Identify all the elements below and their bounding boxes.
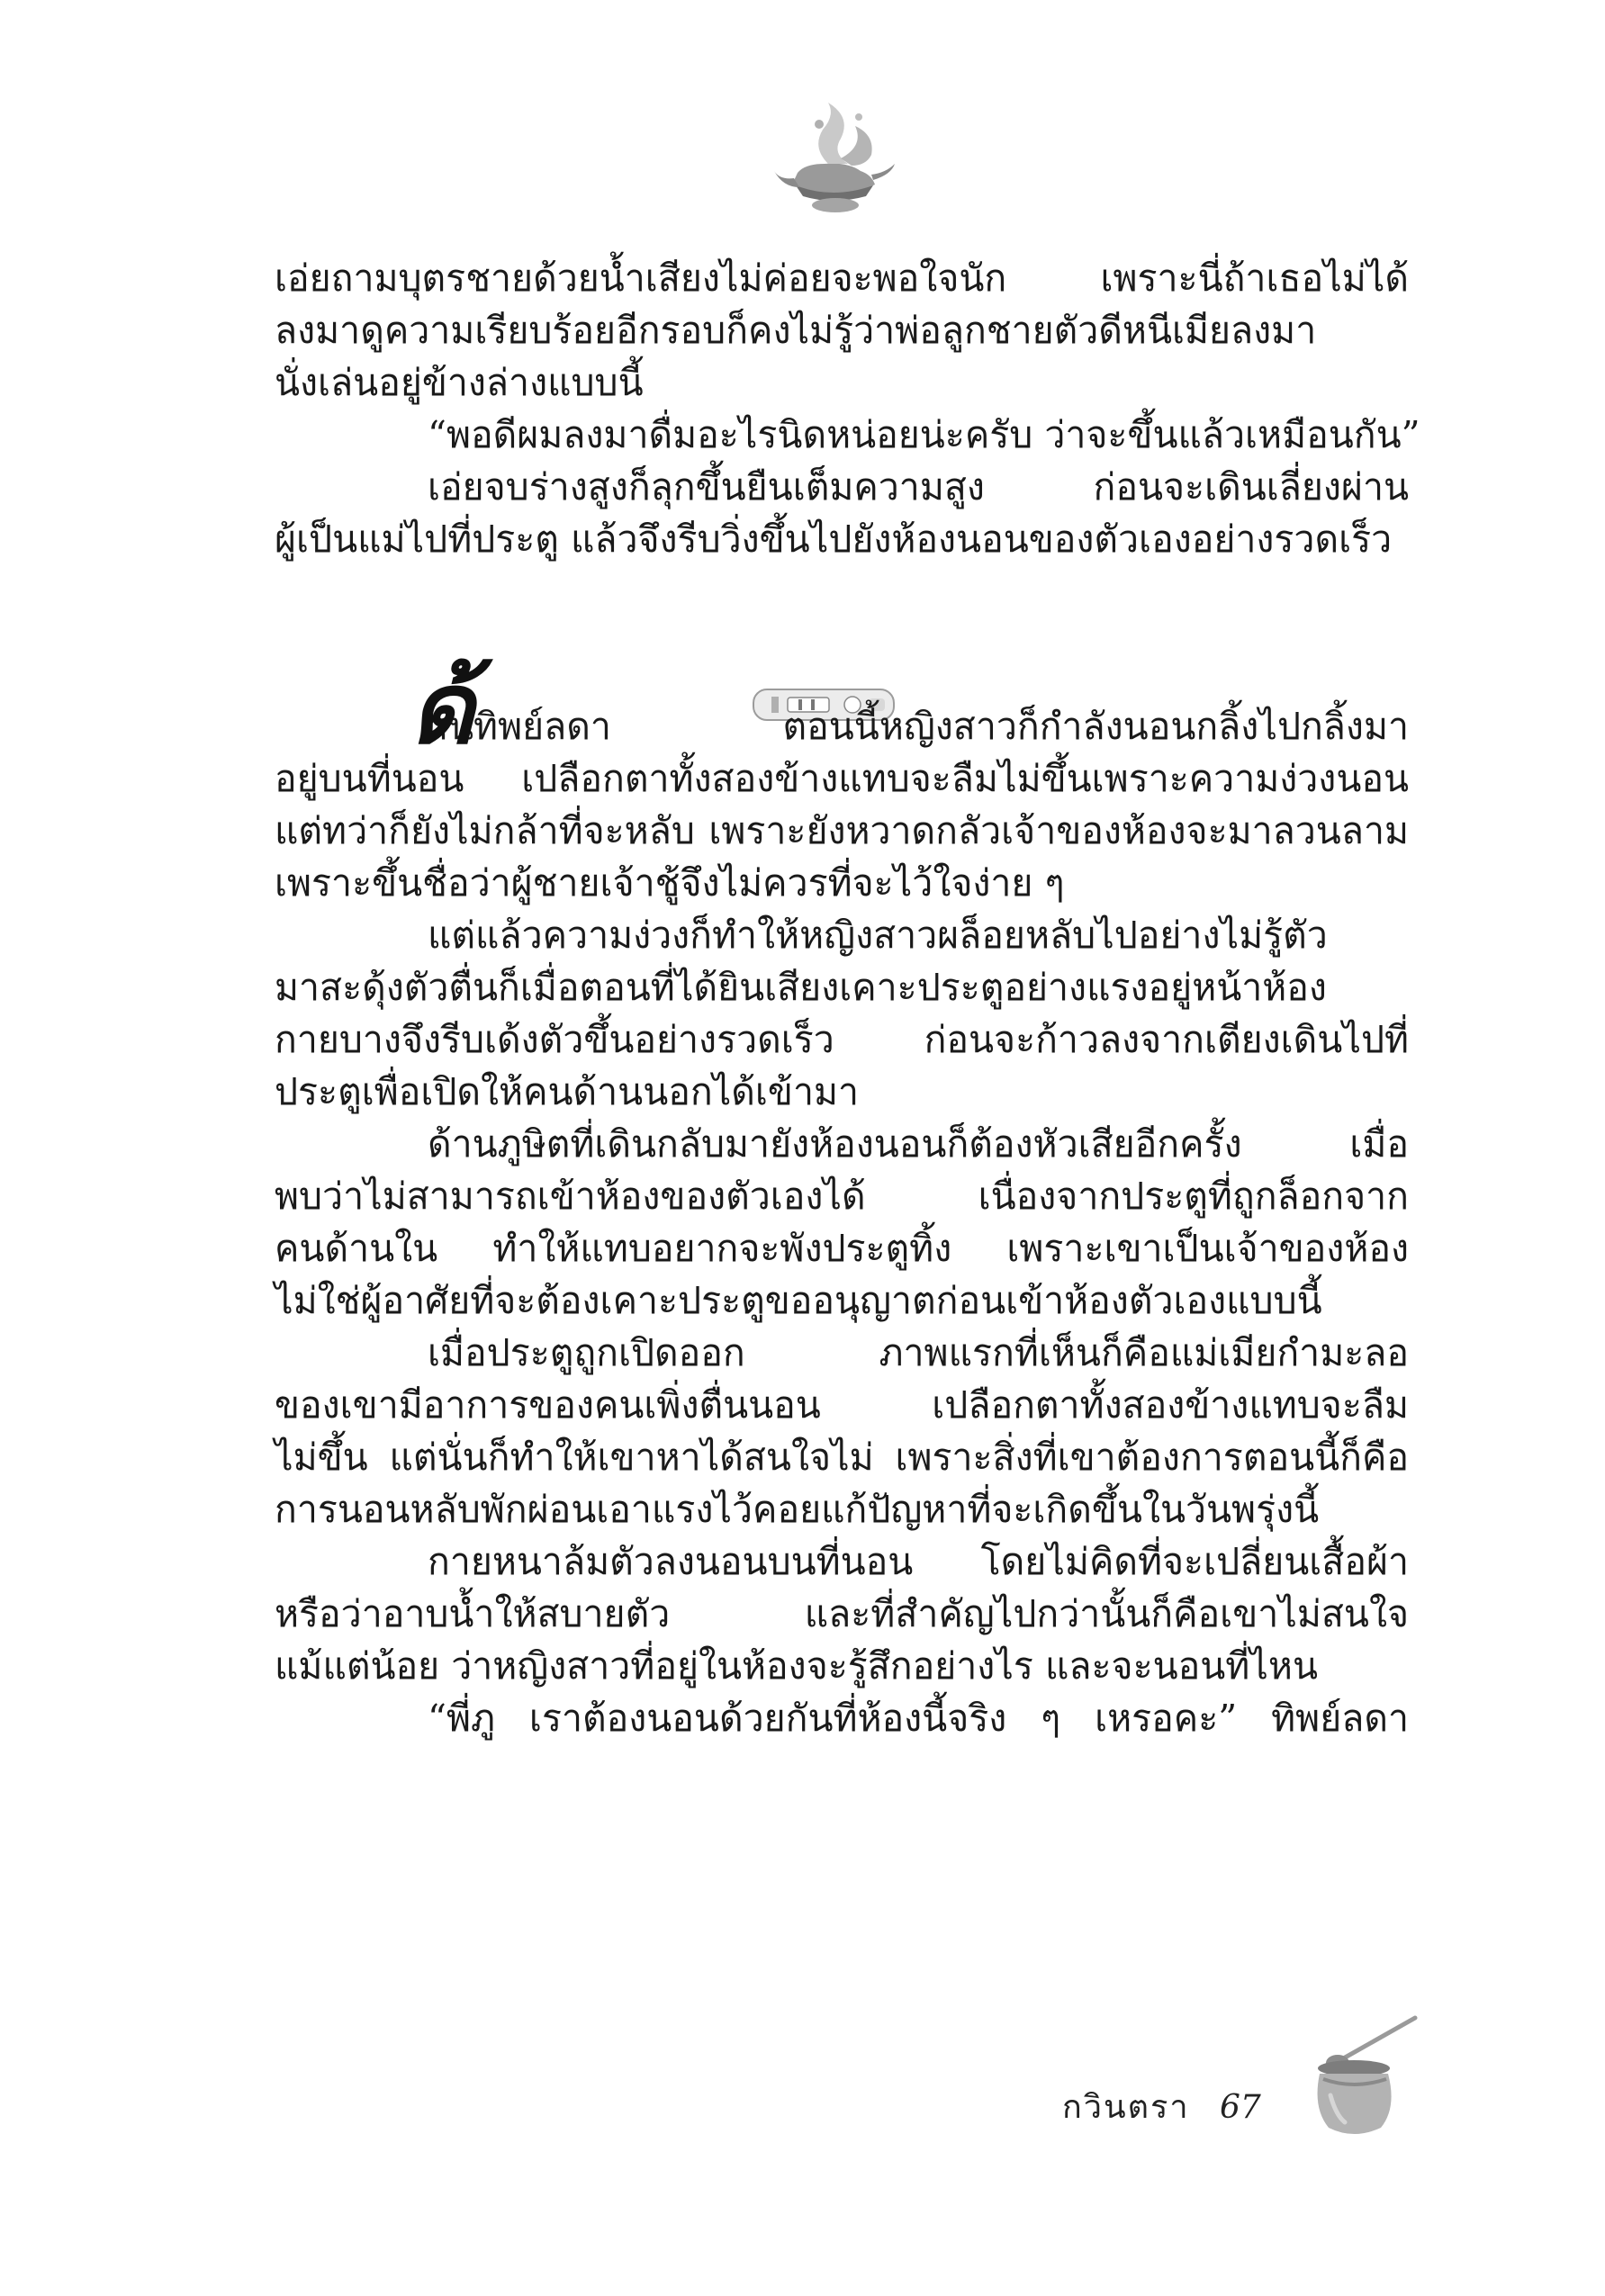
honey-pot-icon <box>1296 2009 1422 2144</box>
page-footer <box>1062 2081 1261 2132</box>
body-line: กายบางจึงรีบเด้งตัวขึ้นอย่างรวดเร็ว ก่อนจะก้าวลงจากเตียงเดินไปที่ <box>275 1018 1409 1061</box>
body-line: ผู้เป็นแม่ไปที่ประตู แล้วจึงรีบวิ่งขึ้นไปยังห้องนอนของตัวเองอย่างรวดเร็ว <box>275 518 1393 561</box>
body-line: คนด้านใน ทำให้แทบอยากจะพังประตูทิ้ง เพราะเขาเป็นเจ้าของห้อง <box>275 1227 1409 1270</box>
body-line: ประตูเพื่อเปิดให้คนด้านนอกได้เข้ามา <box>275 1070 860 1113</box>
body-line: การนอนหลับพักผ่อนเอาแรงไว้คอยแก้ปัญหาที่จะเกิดขึ้นในวันพรุ่งนี้ <box>275 1488 1320 1531</box>
body-line <box>275 650 1409 766</box>
body-line: หรือว่าอาบน้ำให้สบายตัว และที่สำคัญไปกว่านั้นก็คือเขาไม่สนใจ <box>275 1592 1409 1635</box>
body-line: ไม่ใช่ผู้อาศัยที่จะต้องเคาะประตูขออนุญาตก่อนเข้าห้องตัวเองแบบนี้ <box>275 1279 1322 1322</box>
body-line: พบว่าไม่สามารถเข้าห้องของตัวเองได้ เนื่องจากประตูที่ถูกล็อกจาก <box>275 1175 1409 1218</box>
body-line: เมื่อประตูถูกเปิดออก ภาพแรกที่เห็นก็คือแม่เมียกำมะลอ <box>428 1331 1409 1374</box>
body-line: ด้านภูษิตที่เดินกลับมายังห้องนอนก็ต้องหัวเสียอีกครั้ง เมื่อ <box>428 1122 1409 1166</box>
body-line: อยู่บนที่นอน เปลือกตาทั้งสองข้างแทบจะลืมไม่ขึ้นเพราะความง่วงนอน <box>275 757 1409 800</box>
body-line: กายหนาล้มตัวลงนอนบนที่นอน โดยไม่คิดที่จะเปลี่ยนเสื้อผ้า <box>428 1540 1409 1583</box>
body-line: มาสะดุ้งตัวตื่นก็เมื่อตอนที่ได้ยินเสียงเคาะประตูอย่างแรงอยู่หน้าห้อง <box>275 966 1327 1009</box>
body-line: แต่ทว่าก็ยังไม่กล้าที่จะหลับ เพราะยังหวาดกลัวเจ้าของห้องจะมาลวนลาม <box>275 809 1409 852</box>
body-line: ไม่ขึ้น แต่นั่นก็ทำให้เขาหาได้สนใจไม่ เพราะสิ่งที่เขาต้องการตอนนี้ก็คือ <box>275 1436 1409 1479</box>
body-line: นั่งเล่นอยู่ข้างล่างแบบนี้ <box>275 361 644 404</box>
first-line-text: านทิพย์ลดา ตอนนี้หญิงสาวก็กำลังนอนกลิ้งไปกลิ้งมา <box>428 705 1409 748</box>
drop-cap: ด้ <box>410 650 474 766</box>
body-line: แต่แล้วความง่วงก็ทำให้หญิงสาวผล็อยหลับไปอย่างไม่รู้ตัว <box>428 914 1328 957</box>
body-line: เอ่ยจบร่างสูงก็ลุกขึ้นยืนเต็มความสูง ก่อนจะเดินเลี่ยงผ่าน <box>428 465 1409 509</box>
page-number: 67 <box>1220 2089 1261 2126</box>
body-line: “พี่ภู เราต้องนอนด้วยกันที่ห้องนี้จริง ๆ เหรอคะ” ทิพย์ลดา <box>428 1697 1409 1740</box>
body-line: ของเขามีอาการของคนเพิ่งตื่นนอน เปลือกตาทั้งสองข้างแทบจะลืม <box>275 1383 1409 1427</box>
body-line: เพราะขึ้นชื่อว่าผู้ชายเจ้าชู้จึงไม่ควรที่จะไว้ใจง่าย ๆ <box>275 861 1065 905</box>
body-line: “พอดีผมลงมาดื่มอะไรนิดหน่อยน่ะครับ ว่าจะขึ้นแล้วเหมือนกัน” <box>428 413 1420 456</box>
body-line: แม้แต่น้อย ว่าหญิงสาวที่อยู่ในห้องจะรู้สึกอย่างไร และจะนอนที่ไหน <box>275 1644 1318 1688</box>
body-line: เอ่ยถามบุตรชายด้วยน้ำเสียงไม่ค่อยจะพอใจนัก เพราะนี่ถ้าเธอไม่ได้ <box>275 257 1409 300</box>
body-line: ลงมาดูความเรียบร้อยอีกรอบก็คงไม่รู้ว่าพ่อลูกชายตัวดีหนีเมียลงมา <box>275 309 1317 352</box>
book-title: กวินตรา <box>1062 2089 1190 2126</box>
genie-lamp-icon <box>765 99 900 225</box>
